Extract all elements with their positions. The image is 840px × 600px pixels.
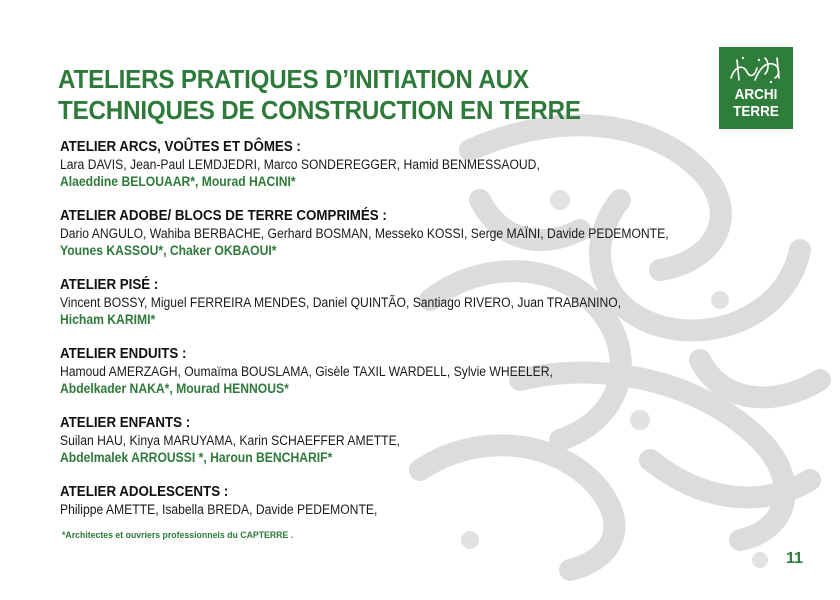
workshop-section-arcs bbox=[60, 138, 760, 190]
workshop-section-enfants bbox=[60, 414, 760, 466]
workshop-section-adolescents bbox=[60, 483, 760, 518]
workshop-section-pise bbox=[60, 276, 760, 328]
workshop-section-enduits bbox=[60, 345, 760, 397]
workshop-leads: Alaeddine BELOUAAR*, Mourad HACINI* bbox=[60, 174, 296, 189]
page-number: 11 bbox=[786, 550, 803, 567]
workshop-list bbox=[60, 138, 760, 535]
workshop-participants: Vincent BOSSY, Miguel FERREIRA MENDES, Daniel QUINTÃO, Santiago RIVERO, Juan TRABANINO, bbox=[60, 295, 622, 310]
workshop-title: ATELIER ENFANTS : bbox=[60, 415, 191, 431]
footnote: *Architectes et ouvriers professionnels du CAPTERRE . bbox=[62, 530, 294, 541]
workshop-title: ATELIER ENDUITS : bbox=[60, 346, 187, 362]
workshop-participants: Hamoud AMERZAGH, Oumaïma BOUSLAMA, Gisèle TAXIL WARDELL, Sylvie WHEELER, bbox=[60, 364, 553, 379]
workshop-participants: Lara DAVIS, Jean-Paul LEMDJEDRI, Marco SONDEREGGER, Hamid BENMESSAOUD, bbox=[60, 157, 540, 172]
workshop-leads: Hicham KARIMI* bbox=[60, 312, 156, 327]
workshop-participants: Suilan HAU, Kinya MARUYAMA, Karin SCHAEFFER AMETTE, bbox=[60, 433, 401, 448]
workshop-title: ATELIER PISÉ : bbox=[60, 277, 159, 293]
arabic-calligraphy-logo-icon bbox=[725, 52, 787, 86]
workshop-title: ATELIER ARCS, VOÛTES ET DÔMES : bbox=[60, 139, 301, 155]
workshop-participants: Dario ANGULO, Wahiba BERBACHE, Gerhard BOSMAN, Messeko KOSSI, Serge MAÏNI, Davide PEDEMONTE, bbox=[60, 226, 669, 241]
workshop-participants: Philippe AMETTE, Isabella BREDA, Davide PEDEMONTE, bbox=[60, 502, 378, 517]
logo-text-terre: TERRE bbox=[733, 103, 779, 120]
workshop-title: ATELIER ADOLESCENTS : bbox=[60, 484, 229, 500]
page-title bbox=[58, 64, 635, 126]
workshop-section-adobe bbox=[60, 207, 760, 259]
logo-text-archi: ARCHI bbox=[734, 86, 778, 103]
title-line-1: ATELIERS PRATIQUES D’INITIATION AUX bbox=[58, 64, 529, 94]
workshop-leads: Abdelkader NAKA*, Mourad HENNOUS* bbox=[60, 381, 289, 396]
workshop-title: ATELIER ADOBE/ BLOCS DE TERRE COMPRIMÉS : bbox=[60, 208, 387, 224]
architerre-logo bbox=[719, 47, 793, 129]
workshop-leads: Younes KASSOU*, Chaker OKBAOUI* bbox=[60, 243, 277, 258]
title-line-2: TECHNIQUES DE CONSTRUCTION EN TERRE bbox=[58, 95, 581, 125]
workshop-leads: Abdelmalek ARROUSSI *, Haroun BENCHARIF* bbox=[60, 450, 333, 465]
